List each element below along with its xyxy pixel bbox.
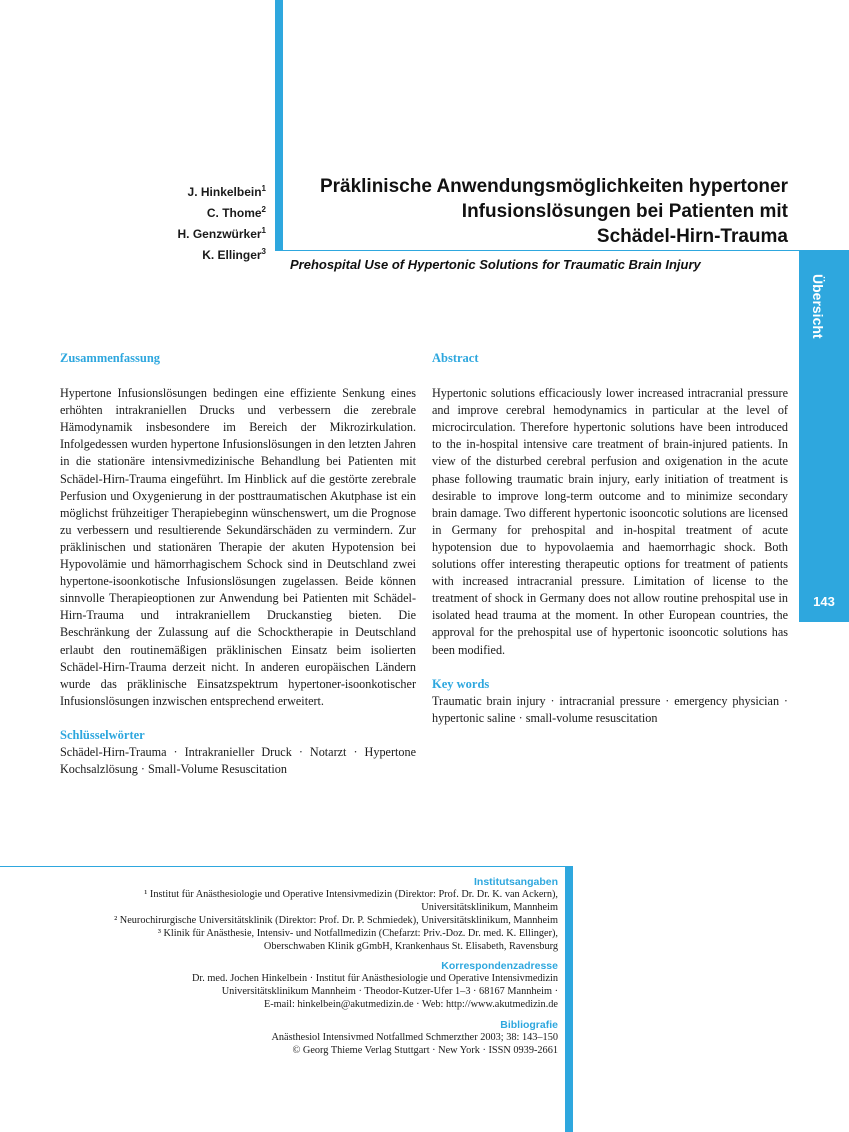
english-abstract-heading: Abstract xyxy=(432,351,479,365)
title-line: Infusionslösungen bei Patienten mit xyxy=(461,201,788,222)
author: K. Ellinger$^3$ xyxy=(202,247,266,262)
english-keywords: Traumatic brain injury · intracranial pressure · emergency physician · hypertonic saline · small-volume resuscitation xyxy=(432,693,788,725)
german-abstract-body: Hypertone Infusionslösungen bedingen eine effiziente Senkung eines erhöhten intrakraniellen Drucks und verbessern die zerebrale Hämodynamik insbesondere im Bereich der Mikrozirkulation. Infolgedessen wurden hypertone Infusionslösungen in den letzten Jahren in die stationäre intensivmedizinische Behandlung bei Patienten mit Schädel-Hirn-Trauma eingeführt. Im Hinblick auf die gestörte zerebrale Perfusion und Oxygenierung in der posttraumatischen Akutphase ist ein möglichst frühzeitiger Therapiebeginn wünschenswert, um die Prognose zu verbessern und resultierende Sekundärschäden zu vermindern. Zur präklinischen und stationären Therapie der akuten Hypotension bei Hypovolämie und hämorrhagischem Schock sind in Deutschland zwei hypertone-isoonkotische Infusionslösungen zugelassen. Beide können sinnvolle Therapieoptionen zur Anwendung bei Patienten mit Schädel-Hirn-Trauma und intrakraniellem Druckanstieg bieten. Die Beschränkung der Zulassung auf die Schocktherapie in Deutschland erlaubt den routinemäßigen präklinischen Einsatz beim isolierten Schädel-Hirn-Trauma derzeit nicht. In anderen europäischen Ländern wurde das präklinische Einsatzspektrum hypertoner-isoonkotischer Infusionslösungen inzwischen entsprechend erweitert. xyxy=(60,386,416,708)
bibliography-heading: Bibliografie xyxy=(500,1019,558,1032)
section-label: Übersicht xyxy=(810,274,826,339)
top-accent-bar xyxy=(275,0,283,251)
correspondence-heading: Korrespondenzadresse xyxy=(441,960,558,973)
bibliography-line: Anästhesiol Intensivmed Notfallmed Schmerzther 2003; 38: 143–150 xyxy=(271,1031,558,1043)
correspondence-line: E-mail: hinkelbein@akutmedizin.de · Web: http://www.akutmedizin.de xyxy=(263,999,558,1011)
bibliography-line: © Georg Thieme Verlag Stuttgart · New York · ISSN 0939-2661 xyxy=(292,1044,558,1056)
footer-rule xyxy=(0,866,572,867)
author: H. Genzwürker$^1$ xyxy=(177,226,266,241)
author: C. Thome$^2$ xyxy=(206,205,266,220)
correspondence-line: Dr. med. Jochen Hinkelbein · Institut für Anästhesiologie und Operative Intensivmedizin xyxy=(191,973,558,985)
title-line: Schädel-Hirn-Trauma xyxy=(596,226,788,247)
institutions-heading: Institutsangaben xyxy=(473,876,558,888)
article-footer xyxy=(38,876,558,1065)
institution-line: ¹ Institut für Anästhesiologie und Operative Intensivmedizin (Direktor: Prof. Dr. Dr. K. van Ackern), xyxy=(144,888,558,900)
correspondence-line: Universitätsklinikum Mannheim · Theodor-Kutzer-Ufer 1–3 · 68167 Mannheim · xyxy=(221,986,558,998)
page-number: 143 xyxy=(813,594,835,609)
institution-line: ² Neurochirurgische Universitätsklinik (Direktor: Prof. Dr. P. Schmiedek), Universitätsklinikum, Mannheim xyxy=(114,914,558,926)
author-list xyxy=(178,180,266,264)
german-keywords: Schädel-Hirn-Trauma · Intrakranieller Druck · Notarzt · Hypertone Kochsalzlösung · Small-Volume Resuscitation xyxy=(60,744,416,777)
english-keywords-heading: Key words xyxy=(432,676,490,691)
article-subtitle: Prehospital Use of Hypertonic Solutions for Traumatic Brain Injury xyxy=(290,257,701,272)
side-tab xyxy=(799,250,849,622)
institution-line: Universitätsklinikum, Mannheim xyxy=(421,901,558,913)
article-title xyxy=(300,174,788,249)
correspondence-block xyxy=(38,960,558,1012)
institutions-block xyxy=(38,876,558,953)
institution-line: Oberschwaben Klinik gGmbH, Krankenhaus St. Elisabeth, Ravensburg xyxy=(263,940,558,952)
author: J. Hinkelbein$^1$ xyxy=(187,184,266,199)
bibliography-block xyxy=(38,1019,558,1058)
bottom-accent-bar xyxy=(565,866,573,1132)
english-abstract-body: Hypertonic solutions efficaciously lower increased intracranial pressure and improve cerebral hemodynamics in particular at the level of microcirculation. Therefore hypertonic solutions have been introduced to the in-hospital intensive care treatment of brain-injured patients. In view of the disturbed cerebral perfusion and oxigenation in the acute phase following traumatic brain injury, early initiation of treatment is desirable to improve long-term outcome and to minimize secondary brain damage. Two different hypertonic isooncotic solutions are licensed in Germany for prehospital and in-hospital treatment of acute hypotension due to hypovolaemia and haemorrhagic shock. Both solutions offer interesting therapeutic options for treatment of patients with increased intracranial pressure. Limitation of license to the treatment of shock in Germany does not allow routine prehospital use in isolated head trauma at the moment. In other European countries, the approval for the prehospital use of hypertonic isooncotic solutions has been modified. xyxy=(432,386,788,657)
institution-line: ³ Klinik für Anästhesie, Intensiv- und Notfallmedizin (Chefarzt: Priv.-Doz. Dr. med. K. Ellinger), xyxy=(157,927,558,939)
title-line: Präklinische Anwendungsmöglichkeiten hypertoner xyxy=(319,176,788,197)
german-abstract-heading: Zusammenfassung xyxy=(60,351,161,365)
german-keywords-heading: Schlüsselwörter xyxy=(60,727,145,742)
title-rule xyxy=(275,250,849,251)
german-abstract-column xyxy=(60,350,416,778)
english-abstract-column xyxy=(432,350,788,727)
